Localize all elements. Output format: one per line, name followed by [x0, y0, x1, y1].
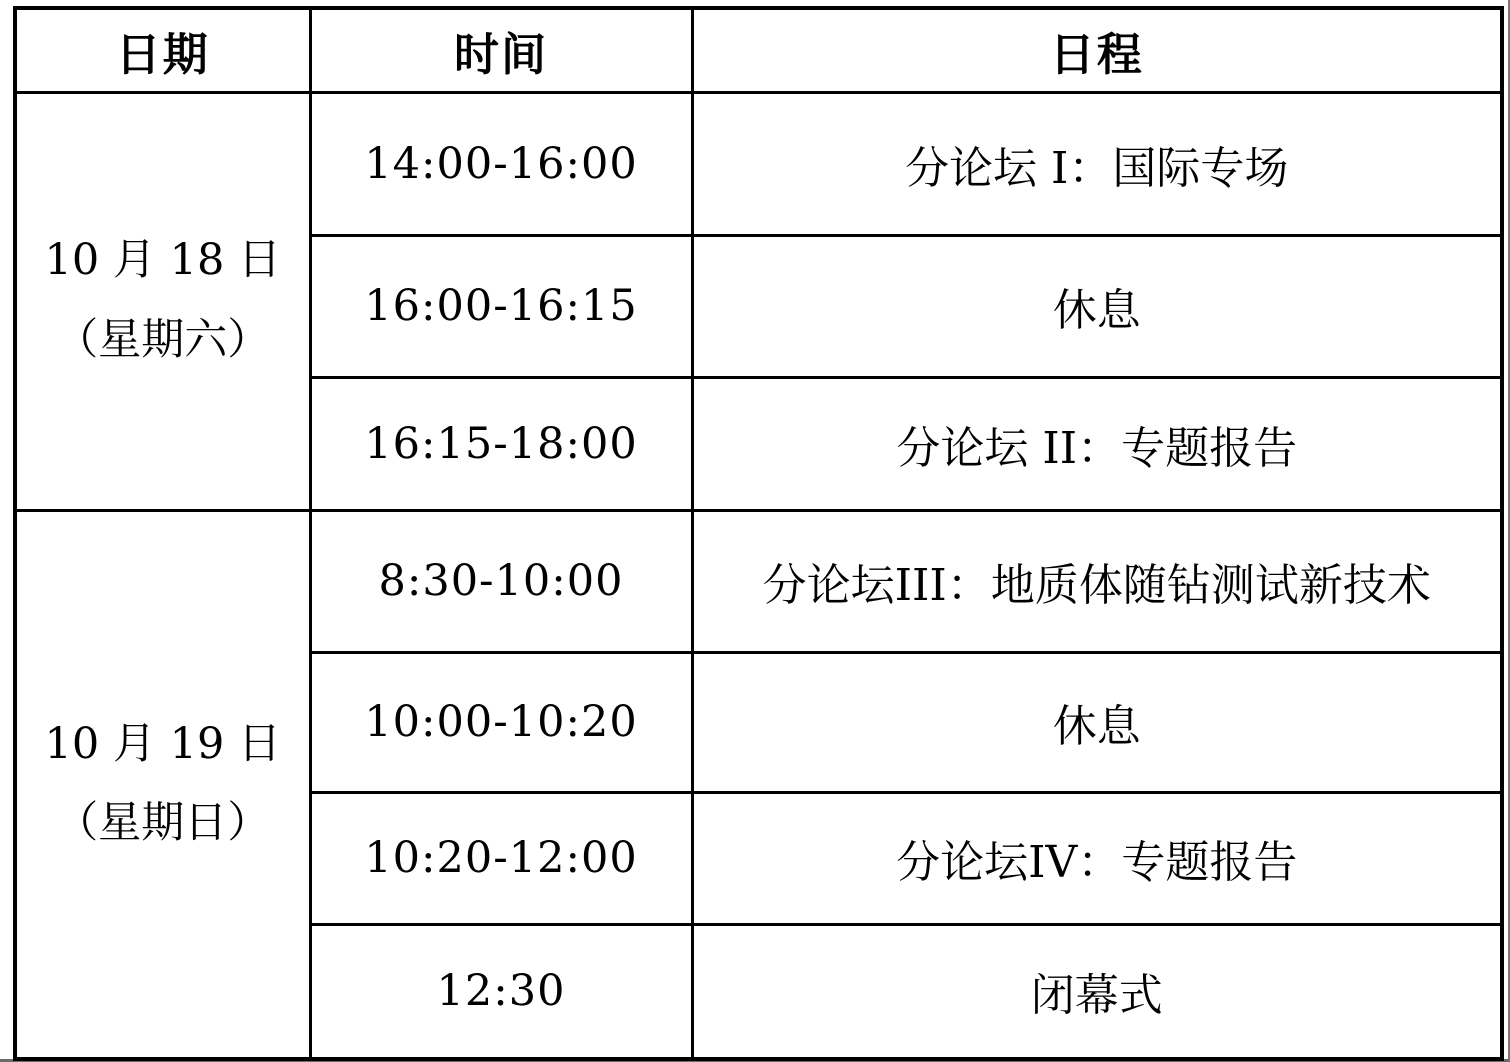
date-line-1: 10 月 19 日	[44, 718, 281, 769]
agenda-cell: 分论坛IV：专题报告	[692, 792, 1502, 924]
time-cell: 14:00-16:00	[310, 92, 692, 235]
column-header-time: 时间	[310, 8, 692, 92]
time-cell: 10:20-12:00	[310, 792, 692, 924]
agenda-cell: 分论坛III：地质体随钻测试新技术	[692, 510, 1502, 652]
schedule-row	[15, 92, 1502, 235]
time-cell: 10:00-10:20	[310, 652, 692, 792]
date-line-2: （星期六）	[55, 315, 271, 365]
schedule-row	[15, 510, 1502, 652]
agenda-cell: 分论坛 II：专题报告	[692, 377, 1502, 510]
time-cell: 16:15-18:00	[310, 377, 692, 510]
date-line-2: （星期日）	[55, 798, 271, 849]
header-row	[15, 8, 1502, 92]
time-cell: 16:00-16:15	[310, 235, 692, 377]
date-line-1: 10 月 18 日	[44, 235, 281, 286]
time-cell: 12:30	[310, 924, 692, 1059]
agenda-cell: 分论坛 I：国际专场	[692, 92, 1502, 235]
schedule-table	[13, 6, 1504, 1061]
time-cell: 8:30-10:00	[310, 510, 692, 652]
agenda-cell: 闭幕式	[692, 924, 1502, 1059]
date-cell-oct-19	[15, 510, 310, 1059]
agenda-cell: 休息	[692, 652, 1502, 792]
column-header-date: 日期	[15, 8, 310, 92]
date-cell-oct-18	[15, 92, 310, 510]
agenda-cell: 休息	[692, 235, 1502, 377]
column-header-agenda: 日程	[692, 8, 1502, 92]
